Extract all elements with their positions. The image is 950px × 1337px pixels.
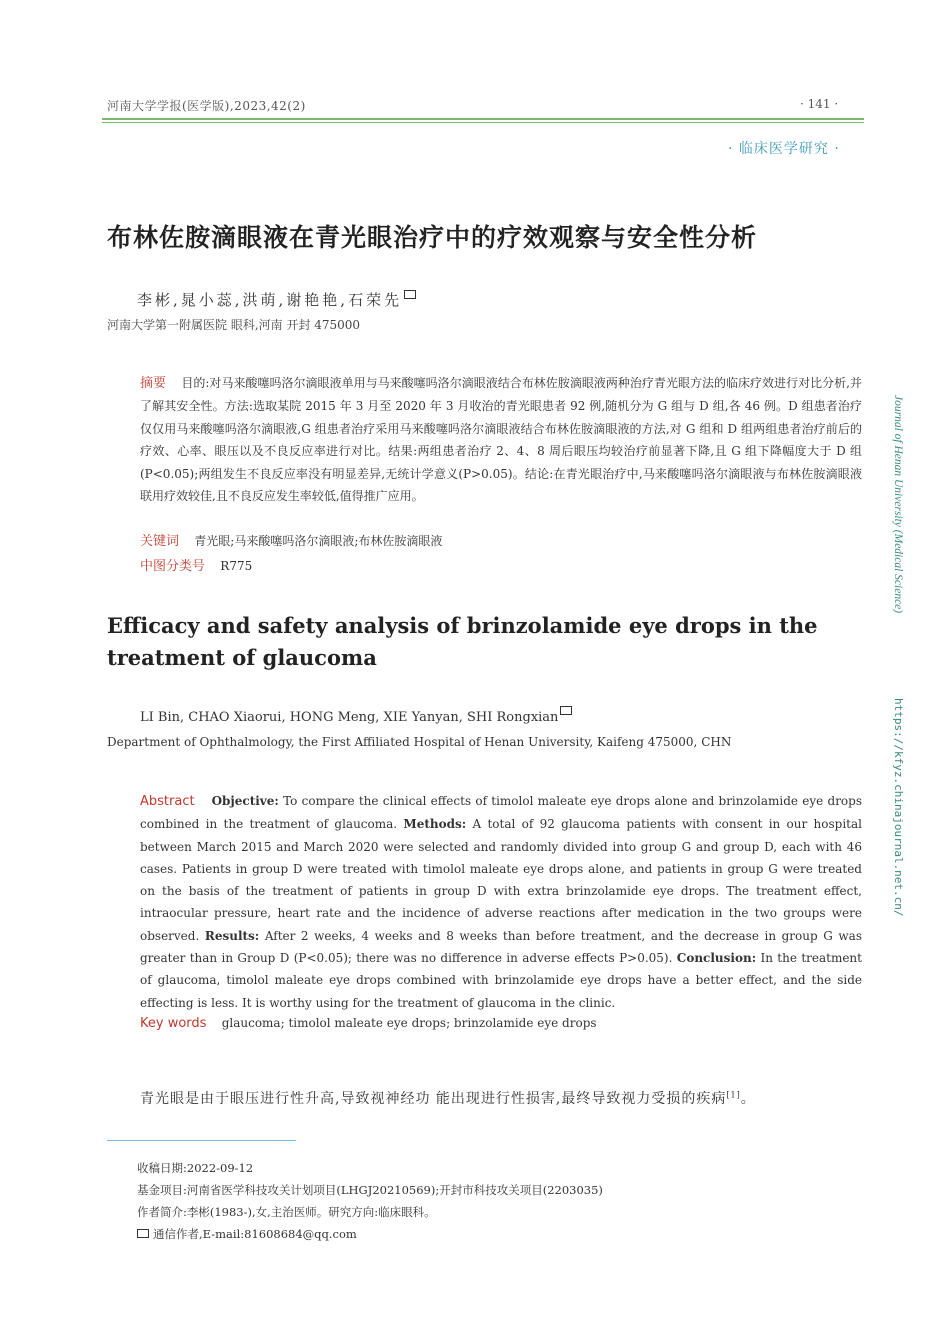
sidebar-journal-text: Journal of Henan University (Medical Science) xyxy=(892,395,904,614)
keywords-label-english: Key words xyxy=(140,1016,207,1031)
sidebar-url-text[interactable]: https://kfyz.chinajournal.net.cn/ xyxy=(892,698,905,917)
keywords-text-english: glaucoma; timolol maleate eye drops; brinzolamide eye drops xyxy=(221,1016,597,1030)
citation-ref[interactable]: [1] xyxy=(726,1090,741,1100)
page-number: · 141 · xyxy=(800,97,839,111)
conclusion-label: Conclusion: xyxy=(676,951,757,966)
header-rule-thin xyxy=(102,122,864,123)
keywords-chinese xyxy=(140,530,442,549)
results-label: Results: xyxy=(204,928,260,943)
abstract-label-english: Abstract xyxy=(140,794,195,809)
abstract-text-chinese: 目的:对马来酸噻吗洛尔滴眼液单用与马来酸噻吗洛尔滴眼液结合布林佐胺滴眼液两种治疗青光眼方法的临床疗效进行对比分析,并了解其安全性。方法:选取某院 2015 年 3 月至 2020 年 3 月收治的青光眼患者 92 例,随机分为 G 组与 D 组,各 46 例。D 组患者治疗仅仅用马来酸噻吗洛尔滴眼液,G 组患者治疗采用马来酸噻吗洛尔滴眼液结合布林佐胺滴眼液的方法,对 G 组和 D 组两组患者治疗前后的疗效、心率、眼压以及不良反应率进行对比。结果:两组患者治疗 2、4、8 周后眼压均较治疗前显著下降,且 G 组下降幅度大于 D 组(P<0.05);两组发生不良反应率没有明显差异,无统计学意义(P>0.05)。结论:在青光眼治疗中,马来酸噻吗洛尔滴眼液与布林佐胺滴眼液联用疗效较佳,且不良反应发生率较低,值得推广应用。 xyxy=(140,376,862,504)
authors-chinese xyxy=(137,289,416,310)
objective-label: Objective: xyxy=(211,794,279,808)
clc-number xyxy=(140,555,252,574)
abstract-chinese xyxy=(140,372,862,507)
footnote-author-bio: 作者简介:李彬(1983-),女,主治医师。研究方向:临床眼科。 xyxy=(137,1205,436,1219)
footnote-fund: 基金项目:河南省医学科技攻关计划项目(LHGJ20210569);开封市科技攻关项目(2203035) xyxy=(137,1183,603,1197)
affiliation-english: Department of Ophthalmology, the First Affiliated Hospital of Henan University, Kaifeng 475000, CHN xyxy=(107,735,732,749)
sidebar-journal-name xyxy=(889,395,913,645)
title-chinese: 布林佐胺滴眼液在青光眼治疗中的疗效观察与安全性分析 xyxy=(107,223,758,252)
envelope-icon xyxy=(137,1229,149,1238)
abstract-label-chinese: 摘要 xyxy=(140,376,167,391)
footnote-corresponding-text: 通信作者,E-mail:81608684@qq.com xyxy=(153,1227,357,1241)
affiliation-chinese: 河南大学第一附属医院 眼科,河南 开封 475000 xyxy=(107,318,361,332)
abstract-english xyxy=(140,790,862,1014)
section-label: · 临床医学研究 · xyxy=(728,141,840,157)
conclusion-text: In the treatment of glaucoma, timolol maleate eye drops combined with brinzolamide eye drops have a better effect, and the side effecting is less. It is worthy using for the treatment of glaucoma in the clinic. xyxy=(140,951,862,1010)
envelope-icon xyxy=(404,290,416,299)
authors-chinese-text: 李彬,晁小蕊,洪萌,谢艳艳,石荣先 xyxy=(137,291,403,309)
body-text: 青光眼是由于眼压进行性升高,导致视神经功 能出现进行性损害,最终导致视力受损的疾病 xyxy=(140,1091,727,1107)
authors-english xyxy=(140,710,572,725)
footnote-rule xyxy=(107,1140,296,1141)
results-text: After 2 weeks, 4 weeks and 8 weeks than before treatment, and the decrease in group G was greater than in Group D (P<0.05); there was no difference in adverse effects P>0.05). xyxy=(140,928,862,966)
keywords-english xyxy=(140,1016,597,1031)
clc-value: R775 xyxy=(220,559,253,573)
footnote-corresponding xyxy=(137,1226,357,1242)
sidebar-url[interactable] xyxy=(889,698,913,988)
keywords-text-chinese: 青光眼;马来酸噻吗洛尔滴眼液;布林佐胺滴眼液 xyxy=(194,534,443,548)
body-end: 。 xyxy=(740,1091,756,1107)
authors-english-text: LI Bin, CHAO Xiaorui, HONG Meng, XIE Yanyan, SHI Rongxian xyxy=(140,710,559,725)
objective-text: To compare the clinical effects of timolol maleate eye drops alone and brinzolamide eye drops combined in the treatment of glaucoma. xyxy=(140,794,862,832)
journal-citation: 河南大学学报(医学版),2023,42(2) xyxy=(107,99,306,113)
header-rule xyxy=(102,118,864,120)
footnote-received: 收稿日期:2022-09-12 xyxy=(137,1161,254,1175)
envelope-icon xyxy=(560,706,572,715)
keywords-label-chinese: 关键词 xyxy=(140,534,180,549)
clc-label: 中图分类号 xyxy=(140,559,206,574)
title-english: Efficacy and safety analysis of brinzolamide eye drops in the treatment of glaucoma xyxy=(107,613,818,670)
methods-text: A total of 92 glaucoma patients with consent in our hospital between March 2015 and March 2020 were selected and randomly divided into group G and group D, each with 46 cases. Patients in group D were treated with timolol maleate eye drops alone, and patients in group G were treated on the basis of the treatment of patients in group D with extra brinzolamide eye drops. The treatment effect, intraocular pressure, heart rate and the incidence of adverse reactions after medication in the two groups were observed. xyxy=(140,817,862,943)
body-first-line xyxy=(140,1088,864,1108)
methods-label: Methods: xyxy=(403,817,467,832)
